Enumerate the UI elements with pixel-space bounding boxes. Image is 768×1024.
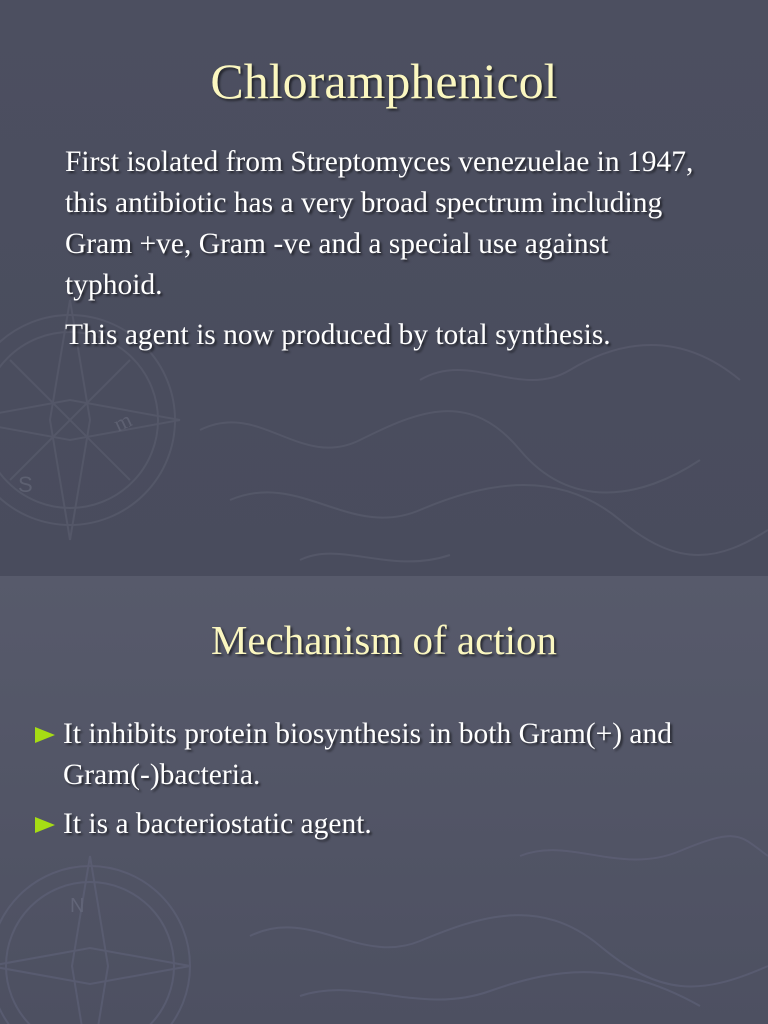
body-paragraph: First isolated from Streptomyces venezuelae in 1947, this antibiotic has a very broad spectrum including Gram +ve, Gram -ve and a special use against typhoid. [65, 146, 694, 301]
bullet-text: It is a bacteriostatic agent. [63, 808, 372, 840]
bullet-item [33, 714, 733, 796]
triangle-bullet-icon [35, 817, 55, 833]
slide-title: Mechanism of action [210, 617, 558, 663]
svg-text:m: m [109, 406, 136, 437]
slide-2 [0, 576, 768, 1024]
body-paragraph: This agent is now produced by total synthesis. [65, 319, 611, 351]
bullet-list [33, 714, 733, 853]
triangle-bullet-icon [35, 727, 55, 743]
bullet-item [33, 804, 733, 845]
slide-title: Chloramphenicol [210, 53, 558, 109]
svg-text:S: S [18, 472, 33, 497]
bullet-text: It inhibits protein biosynthesis in both Gram(+) and Gram(-)bacteria. [63, 718, 673, 791]
svg-text:N: N [70, 895, 85, 917]
